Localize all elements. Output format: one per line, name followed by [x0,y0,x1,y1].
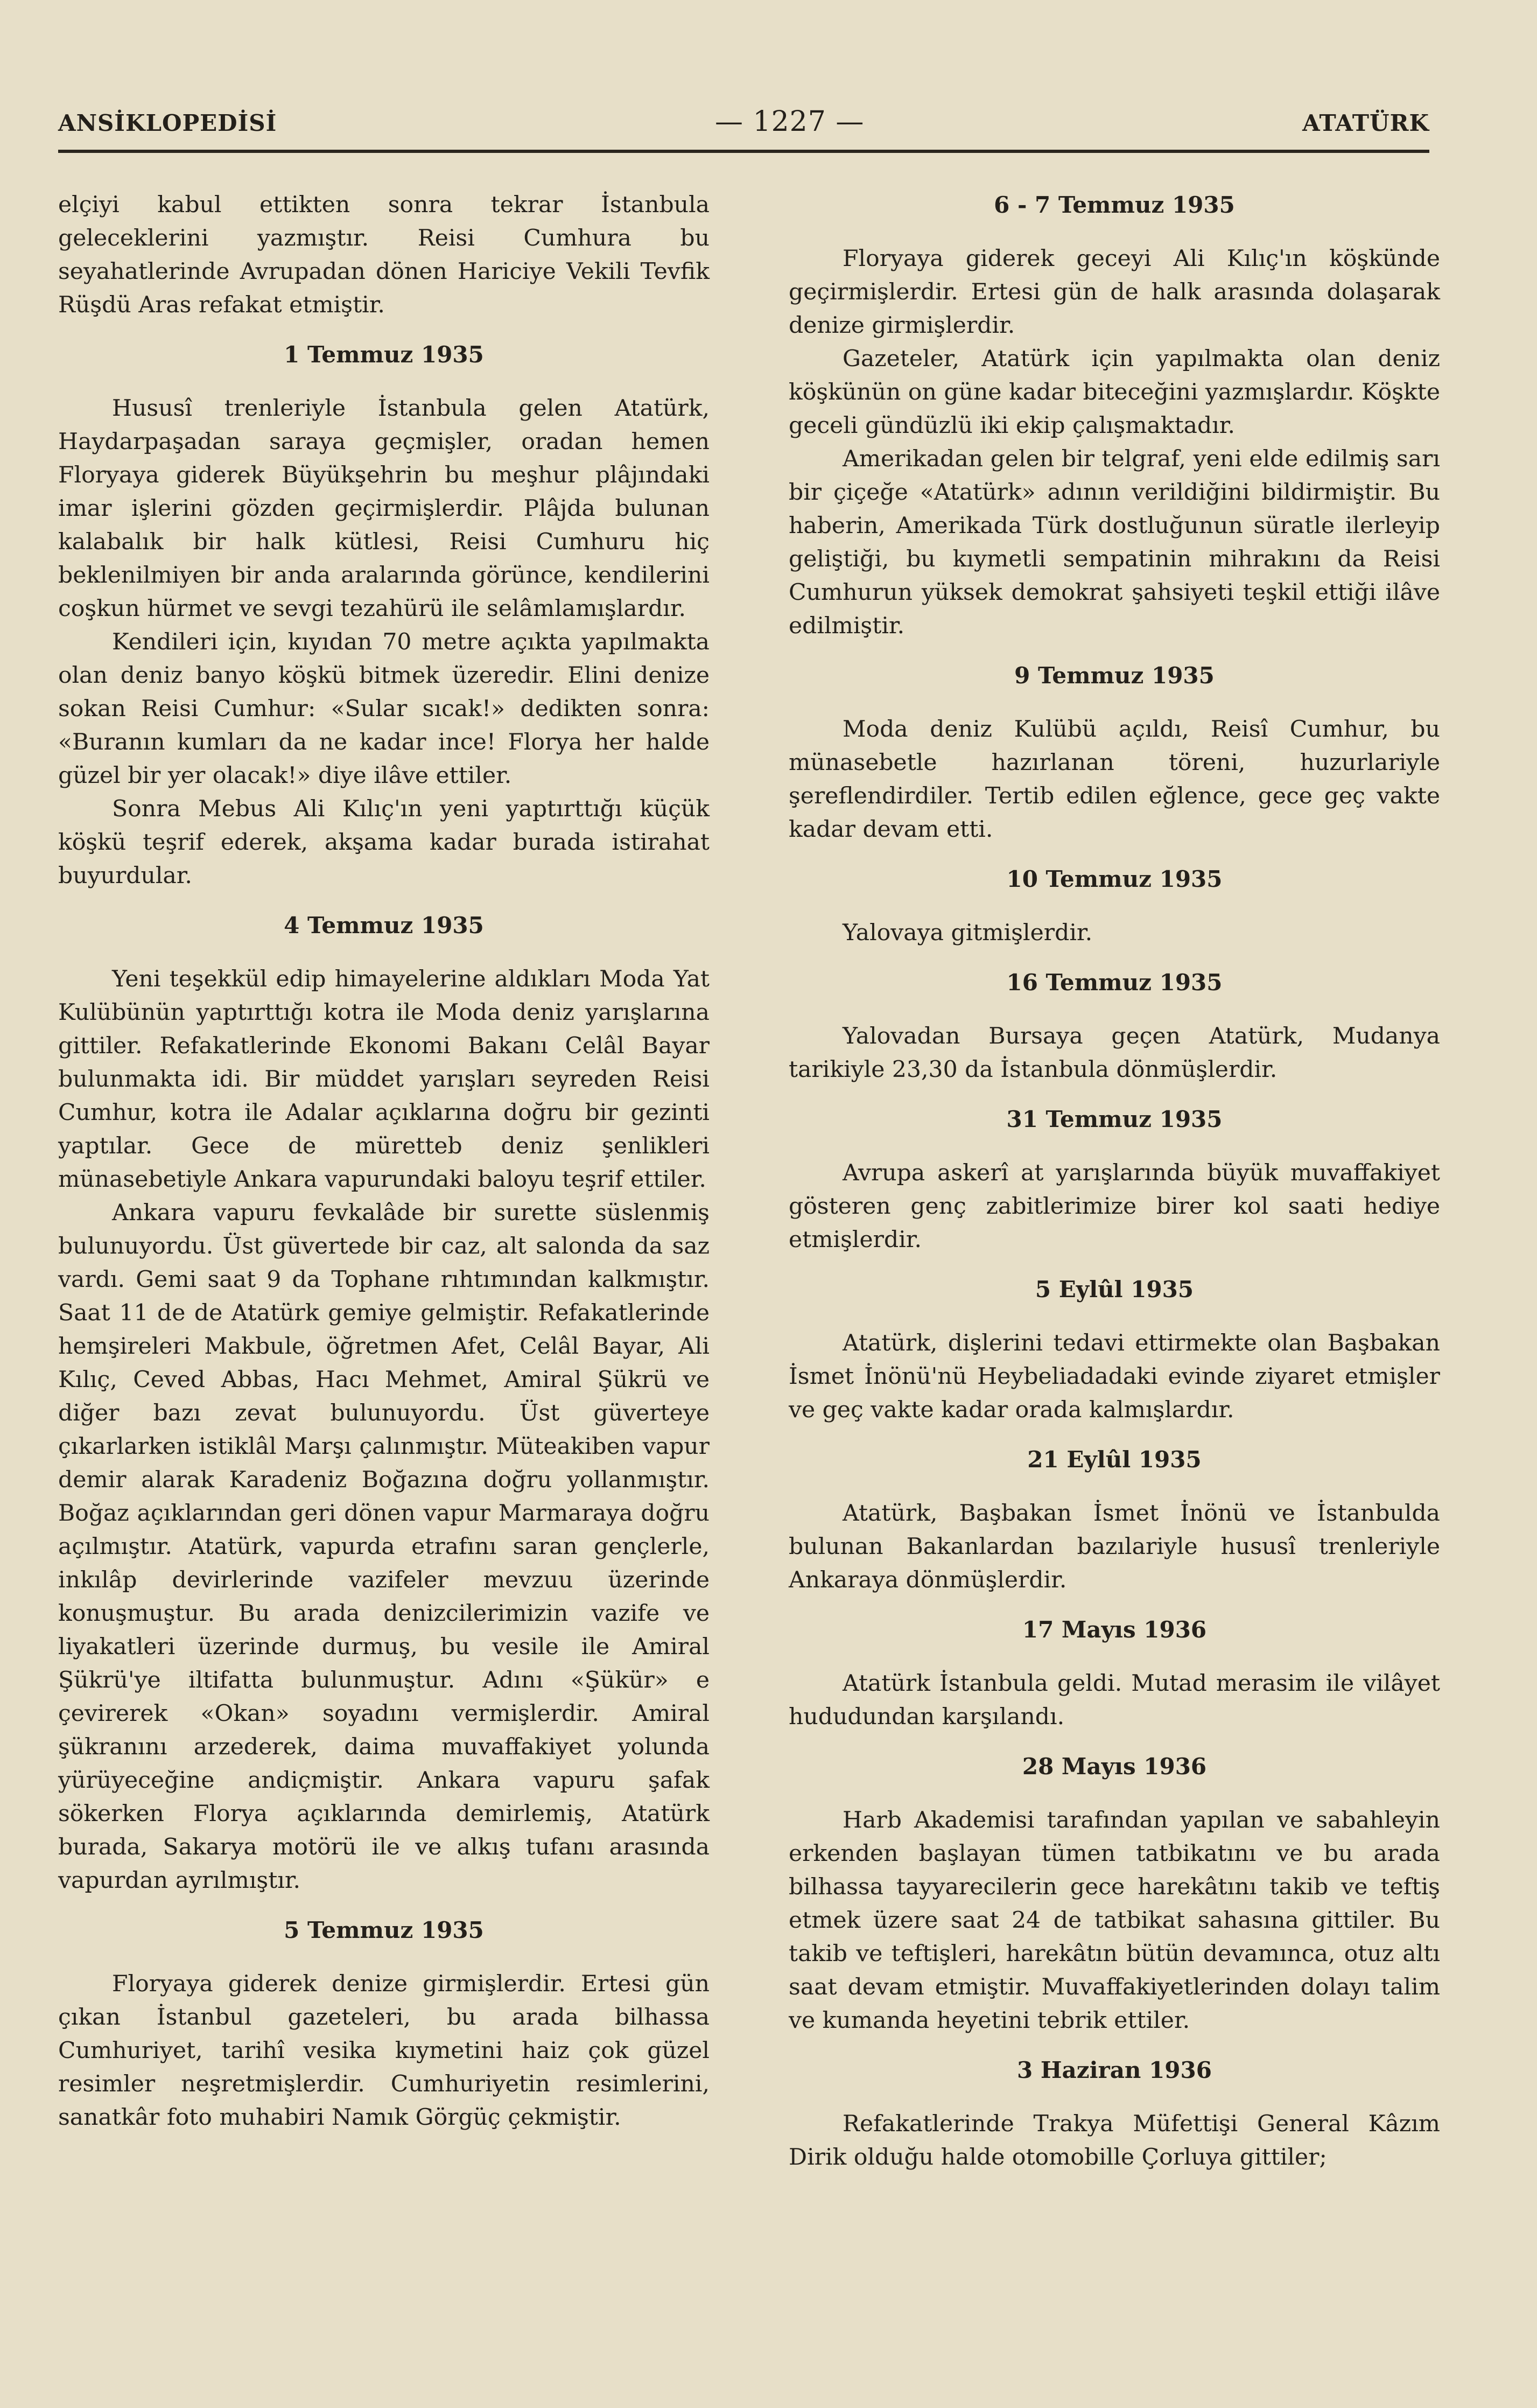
header-right-title: ATATÜRK [1302,110,1429,136]
paragraph: Hususî trenleriyle İstanbula gelen Atatürk, Haydarpaşadan saraya geçmişler, oradan hemen Floryaya giderek Büyükşehrin bu meşhur plâjındaki imar işlerini gözden geçirmişlerdir. Plâjda bulunan kalabalık bir halk kütlesi, Reisi Cumhuru hiç beklenilmiyen bir anda aralarında görünce, kendilerini coşkun hürmet ve sevgi tezahürü ile selâmlamışlardır. [58,395,710,622]
paragraph: Gazeteler, Atatürk için yapılmakta olan deniz köşkünün on güne kadar biteceğini yazmışlardır. Köşkte geceli gündüzlü iki ekip çalışmaktadır. [789,346,1440,439]
paragraph: Yeni teşekkül edip himayelerine aldıkları Moda Yat Kulübünün yaptırttığı kotra ile Moda deniz yarışlarına gittiler. Refakatlerinde Ekonomi Bakanı Celâl Bayar bulunmakta idi. Bir müddet yarışları seyreden Reisi Cumhur, kotra ile Adalar açıklarına doğru bir gezinti yaptılar. Gece de müretteb deniz şenlikleri münasebetiyle Ankara vapurundaki baloyu teşrif ettiler. [58,966,710,1193]
paragraph: Atatürk İstanbula geldi. Mutad merasim ile vilâyet hududundan karşılandı. [789,1670,1440,1730]
date-heading: 4 Temmuz 1935 [284,912,484,939]
paragraph: Avrupa askerî at yarışlarında büyük muvaffakiyet gösteren genç zabitlerimize birer kol saati hediye etmişlerdir. [789,1160,1440,1253]
date-heading: 16 Temmuz 1935 [1006,969,1223,996]
paragraph: Yalovaya gitmişlerdir. [843,920,1093,946]
date-heading: 6 - 7 Temmuz 1935 [994,192,1235,218]
paragraph: Sonra Mebus Ali Kılıç'ın yeni yaptırttığı küçük köşkü teşrif ederek, akşama kadar burada istirahat buyurdular. [58,796,710,889]
paragraph: Amerikadan gelen bir telgraf, yeni elde edilmiş sarı bir çiçeğe «Atatürk» adının verildiğini bildirmiştir. Bu haberin, Amerikada Türk dostluğunun süratle ilerleyip geliştiği, bu kıymetli sempatinin mihrakını da Reisi Cumhurun yüksek demokrat şahsiyeti teşkil ettiği ilâve edilmiştir. [789,446,1440,639]
running-header [58,106,1429,143]
date-heading: 31 Temmuz 1935 [1006,1106,1223,1132]
paragraph: Refakatlerinde Trakya Müfettişi General Kâzım Dirik olduğu halde otomobille Çorluya gittiler; [789,2111,1440,2171]
date-heading: 28 Mayıs 1936 [1022,1753,1207,1780]
date-heading: 5 Eylûl 1935 [1035,1276,1194,1303]
paragraph: Moda deniz Kulübü açıldı, Reisî Cumhur, bu münasebetle hazırlanan töreni, huzurlariyle şereflendirdiler. Tertib edilen eğlence, gece geç vakte kadar devam etti. [789,716,1440,843]
paragraph: Floryaya giderek denize girmişlerdir. Ertesi gün çıkan İstanbul gazeteleri, bu arada bilhassa Cumhuriyet, tarihî vesika kıymetini haiz çok güzel resimler neşretmişlerdir. Cumhuriyetin resimlerini, sanatkâr foto muhabiri Namık Görgüç çekmiştir. [58,1971,710,2131]
paragraph: Floryaya giderek geceyi Ali Kılıç'ın köşkünde geçirmişlerdir. Ertesi gün de halk arasında dolaşarak denize girmişlerdir. [789,246,1440,339]
date-heading: 21 Eylûl 1935 [1027,1446,1202,1473]
paragraph: Atatürk, Başbakan İsmet İnönü ve İstanbulda bulunan Bakanlardan bazılariyle hususî trenleriyle Ankaraya dönmüşlerdir. [789,1500,1440,1593]
date-heading: 3 Haziran 1936 [1017,2057,1212,2083]
paragraph: Atatürk, dişlerini tedavi ettirmekte olan Başbakan İsmet İnönü'nü Heybeliadadaki evinde ziyaret etmişler ve geç vakte kadar orada kalmışlardır. [789,1330,1440,1423]
paragraph: Yalovadan Bursaya geçen Atatürk, Mudanya tarikiyle 23,30 da İstanbula dönmüşlerdir. [789,1023,1440,1083]
date-heading: 1 Temmuz 1935 [284,341,484,368]
header-rule [58,150,1429,153]
date-heading: 9 Temmuz 1935 [1014,662,1215,689]
header-left-title: ANSİKLOPEDİSİ [58,110,277,136]
paragraph: Harb Akademisi tarafından yapılan ve sabahleyin erkenden başlayan tümen tatbikatını ve bu arada bilhassa tayyarecilerin gece harekâtını takib ve teftiş etmek üzere saat 24 de tatbikat sahasına gittiler. Bu takib ve teftişleri, harekâtın bütün devamınca, otuz altı saat devam etmiştir. Muvaffakiyetlerinden dolayı talim ve kumanda heyetini tebrik ettiler. [789,1807,1440,2034]
date-heading: 5 Temmuz 1935 [284,1917,484,1943]
paragraph: Kendileri için, kıyıdan 70 metre açıkta yapılmakta olan deniz banyo köşkü bitmek üzeredir. Elini denize sokan Reisi Cumhur: «Sular sıcak!» dedikten sonra: «Buranın kumları da ne kadar ince! Florya her halde güzel bir yer olacak!» diye ilâve ettiler. [58,629,710,789]
paragraph: Ankara vapuru fevkalâde bir surette süslenmiş bulunuyordu. Üst güvertede bir caz, alt salonda da saz vardı. Gemi saat 9 da Tophane rıhtımından kalkmıştır. Saat 11 de de Atatürk gemiye gelmiştir. Refakatlerinde hemşireleri Makbule, öğretmen Afet, Celâl Bayar, Ali Kılıç, Ceved Abbas, Hacı Mehmet, Amiral Şükrü ve diğer bazı zevat bulunuyordu. Üst güverteye çıkarlarken istiklâl Marşı çalınmıştır. Müteakiben vapur demir alarak Karadeniz Boğazına doğru yollanmıştır. Boğaz açıklarından geri dönen vapur Marmaraya doğru açılmıştır. Atatürk, vapurda etrafını saran gençlerle, inkılâp devirlerinde vazifeler mevzuu üzerinde konuşmuştur. Bu arada denizcilerimizin vazife ve liyakatleri üzerinde durmuş, bu vesile ile Amiral Şükrü'ye iltifatta bulunmuştur. Adını «Şükür» e çevirerek «Okan» soyadını vermişlerdir. Amiral şükranını arzederek, daima muvaffakiyet yolunda yürüyeceğine andiçmiştir. Ankara vapuru şafak sökerken Florya açıklarında demirlemiş, Atatürk burada, Sakarya motörü ile ve alkış tufanı arasında vapurdan ayrılmıştır. [58,1200,710,1894]
date-heading: 10 Temmuz 1935 [1006,866,1223,892]
page-number: — 1227 — [714,106,865,138]
right-column [789,188,1440,2174]
paragraph: elçiyi kabul ettikten sonra tekrar İstanbula geleceklerini yazmıştır. Reisi Cumhura bu seyahatlerinde Avrupadan dönen Hariciye Vekili Tevfik Rüşdü Aras refakat etmiştir. [58,192,710,318]
left-column [58,188,710,2134]
date-heading: 17 Mayıs 1936 [1022,1616,1207,1643]
